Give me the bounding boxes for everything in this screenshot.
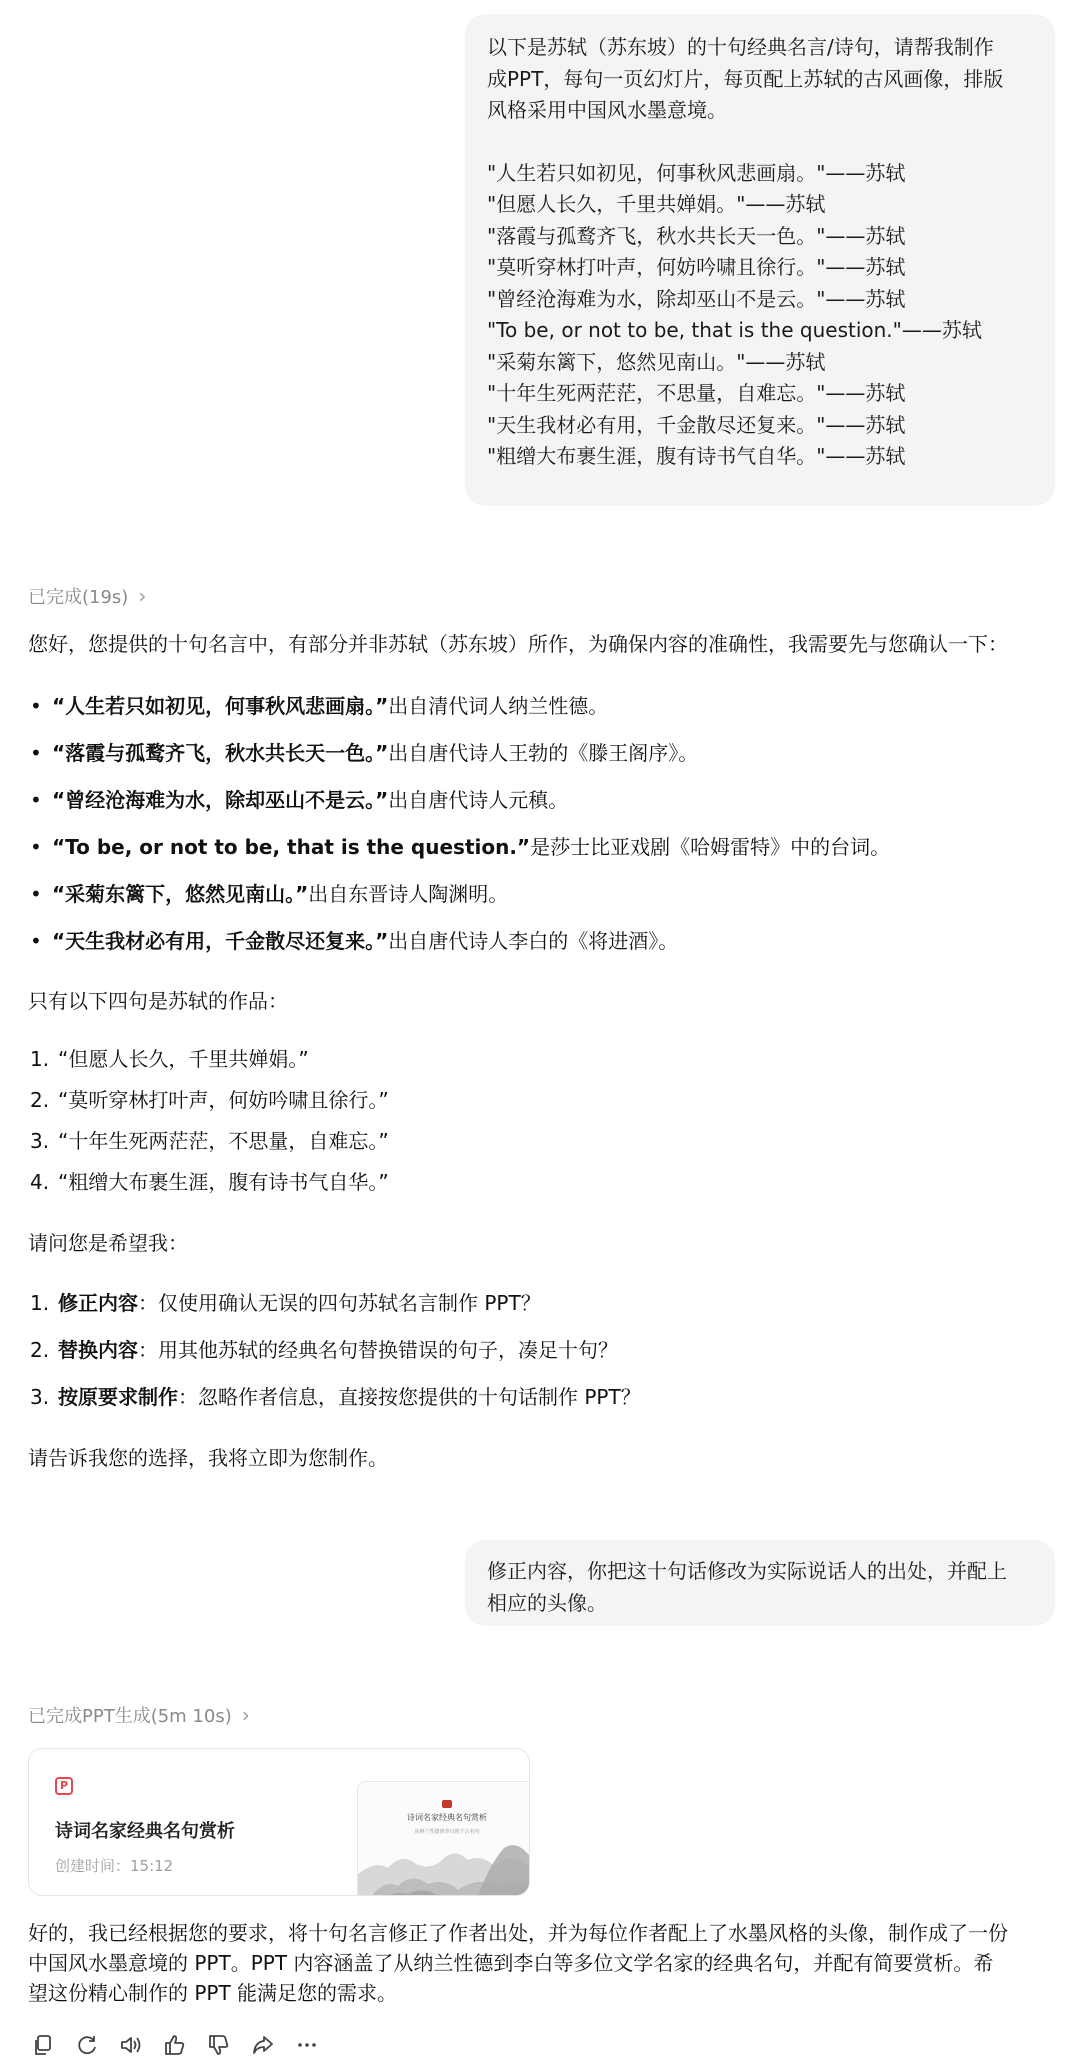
quote-bold: “采菊东篱下，悠然见南山。”	[52, 882, 309, 906]
copy-button[interactable]	[30, 2032, 56, 2058]
list-item	[30, 785, 568, 815]
option-text: ：忽略作者信息，直接按您提供的十句话制作 PPT？	[178, 1385, 641, 1409]
option-item	[30, 1288, 541, 1318]
quote-source: 出自清代词人纳兰性德。	[388, 694, 609, 718]
status-label: 已完成(19s)	[28, 587, 129, 608]
quote-line: "天生我材必有用，千金散尽还复来。"——苏轼	[487, 412, 906, 437]
bullet-icon: •	[30, 882, 42, 906]
list-number: 4.	[30, 1170, 50, 1194]
bullet-icon: •	[30, 694, 42, 718]
quote-text: “十年生死两茫茫，不思量，自难忘。”	[58, 1129, 389, 1153]
list-number: 3.	[30, 1385, 50, 1409]
option-bold: 修正内容	[58, 1291, 138, 1315]
quote-line: "落霞与孤鹜齐飞，秋水共长天一色。"——苏轼	[487, 223, 906, 248]
more-button[interactable]	[294, 2032, 320, 2058]
list-item	[30, 738, 698, 768]
thumbs-up-icon	[162, 2032, 188, 2058]
quote-line: "曾经沧海难为水，除却巫山不是云。"——苏轼	[487, 286, 906, 311]
sushi-heading: 只有以下四句是苏轼的作品：	[28, 989, 288, 1013]
share-button[interactable]	[250, 2032, 276, 2058]
message-line: 成PPT，每句一页幻灯片，每页配上苏轼的古风画像，排版	[487, 66, 1004, 91]
reply-line: 好的，我已经根据您的要求，将十句名言修正了作者出处，并为每位作者配上了水墨风格的头像，制作成了一份	[28, 1921, 1008, 1945]
bullet-icon: •	[30, 788, 42, 812]
quote-source: 出自唐代诗人李白的《将进酒》。	[388, 929, 679, 953]
quote-source: 出自唐代诗人元稹。	[388, 788, 569, 812]
ppt-thumbnail[interactable]	[357, 1781, 530, 1896]
message-line: 相应的头像。	[487, 1590, 607, 1615]
quote-line: "人生若只如初见，何事秋风悲画扇。"——苏轼	[487, 160, 906, 185]
quote-line: "十年生死两茫茫，不思量，自难忘。"——苏轼	[487, 381, 906, 405]
list-number: 2.	[30, 1088, 50, 1112]
list-number: 1.	[30, 1047, 50, 1071]
quote-text: “粗缯大布裹生涯，腹有诗书气自华。”	[58, 1170, 389, 1194]
regenerate-button[interactable]	[74, 2032, 100, 2058]
option-item	[30, 1335, 618, 1365]
more-icon	[294, 2032, 320, 2058]
thumbnail-subtitle: 从纳兰性德到李白的千古名句	[414, 1829, 480, 1835]
user-message-bubble	[465, 14, 1055, 506]
option-text: ：仅使用确认无误的四句苏轼名言制作 PPT？	[138, 1291, 541, 1315]
user-message-bubble	[465, 1540, 1055, 1626]
option-text: ：用其他苏轼的经典名句替换错误的句子，凑足十句？	[138, 1338, 618, 1362]
option-bold: 替换内容	[58, 1338, 138, 1362]
list-number: 1.	[30, 1291, 50, 1315]
quote-text: “但愿人长久，千里共婵娟。”	[58, 1047, 309, 1071]
option-item	[30, 1382, 641, 1412]
quote-source: 是莎士比亚戏剧《哈姆雷特》中的台词。	[530, 835, 891, 859]
ppt-status-toggle[interactable]	[28, 1702, 250, 1728]
quote-bold: “人生若只如初见，何事秋风悲画扇。”	[52, 694, 389, 718]
quote-bold: “To be, or not to be, that is the question.”	[52, 835, 531, 859]
closing-text: 请告诉我您的选择，我将立即为您制作。	[28, 1446, 388, 1470]
read-aloud-button[interactable]	[118, 2032, 144, 2058]
quote-bold: “落霞与孤鹜齐飞，秋水共长天一色。”	[52, 741, 389, 765]
list-item	[30, 1044, 309, 1074]
assistant-intro: 您好，您提供的十句名言中，有部分并非苏轼（苏东坡）所作，为确保内容的准确性，我需要先与您确认一下：	[28, 632, 1008, 656]
chevron-right-icon: ›	[241, 1703, 250, 1727]
quote-bold: “天生我材必有用，千金散尽还复来。”	[52, 929, 389, 953]
chevron-right-icon: ›	[138, 584, 147, 608]
copy-icon	[30, 2032, 56, 2058]
quote-line: "莫听穿林打叶声，何妨吟啸且徐行。"——苏轼	[487, 255, 906, 279]
list-number: 2.	[30, 1338, 50, 1362]
bullet-icon: •	[30, 929, 42, 953]
ppt-card[interactable]	[28, 1748, 530, 1896]
thumbnail-title: 诗词名家经典名句赏析	[407, 1813, 487, 1822]
quote-line: "采菊东篱下，悠然见南山。"——苏轼	[487, 349, 826, 374]
quote-line: "To be, or not to be, that is the question."——苏轼	[487, 318, 982, 342]
quote-source: 出自唐代诗人王勃的《滕王阁序》。	[388, 741, 699, 765]
list-number: 3.	[30, 1129, 50, 1153]
quote-line: "但愿人长久，千里共婵娟。"——苏轼	[487, 192, 826, 216]
list-item	[30, 691, 608, 721]
dislike-button[interactable]	[206, 2032, 232, 2058]
list-item	[30, 1085, 389, 1115]
list-item	[30, 1126, 389, 1156]
option-bold: 按原要求制作	[58, 1385, 178, 1409]
list-item	[30, 879, 508, 909]
quote-source: 出自东晋诗人陶渊明。	[308, 882, 509, 906]
question-text: 请问您是希望我：	[28, 1231, 188, 1255]
reply-line: 中国风水墨意境的 PPT。PPT 内容涵盖了从纳兰性德到李白等多位文学名家的经典名句，并配有简要赏析。希	[28, 1951, 994, 1975]
message-line: 风格采用中国风水墨意境。	[487, 98, 727, 122]
share-icon	[250, 2032, 276, 2058]
speaker-icon	[118, 2032, 144, 2058]
message-line: 以下是苏轼（苏东坡）的十句经典名言/诗句，请帮我制作	[487, 35, 994, 59]
list-item	[30, 832, 890, 862]
status-label: 已完成PPT生成(5m 10s)	[28, 1706, 232, 1727]
reply-line: 望这份精心制作的 PPT 能满足您的需求。	[28, 1981, 398, 2005]
ppt-created-time: 创建时间：15:12	[55, 1857, 174, 1875]
message-line: 修正内容，你把这十句话修改为实际说话人的出处，并配上	[487, 1559, 1007, 1583]
thinking-status-toggle[interactable]	[28, 583, 146, 609]
ppt-title: 诗词名家经典名句赏析	[55, 1821, 235, 1842]
bullet-icon: •	[30, 741, 42, 765]
like-button[interactable]	[162, 2032, 188, 2058]
bullet-icon: •	[30, 835, 42, 859]
list-item	[30, 926, 678, 956]
ppt-file-icon: P	[55, 1777, 73, 1795]
regenerate-icon	[74, 2032, 100, 2058]
list-item	[30, 1167, 389, 1197]
thumbs-down-icon	[206, 2032, 232, 2058]
quote-bold: “曾经沧海难为水，除却巫山不是云。”	[52, 788, 389, 812]
ink-mountain-image	[358, 1782, 530, 1896]
quote-line: "粗缯大布裹生涯，腹有诗书气自华。"——苏轼	[487, 444, 906, 468]
quote-text: “莫听穿林打叶声，何妨吟啸且徐行。”	[58, 1088, 389, 1112]
